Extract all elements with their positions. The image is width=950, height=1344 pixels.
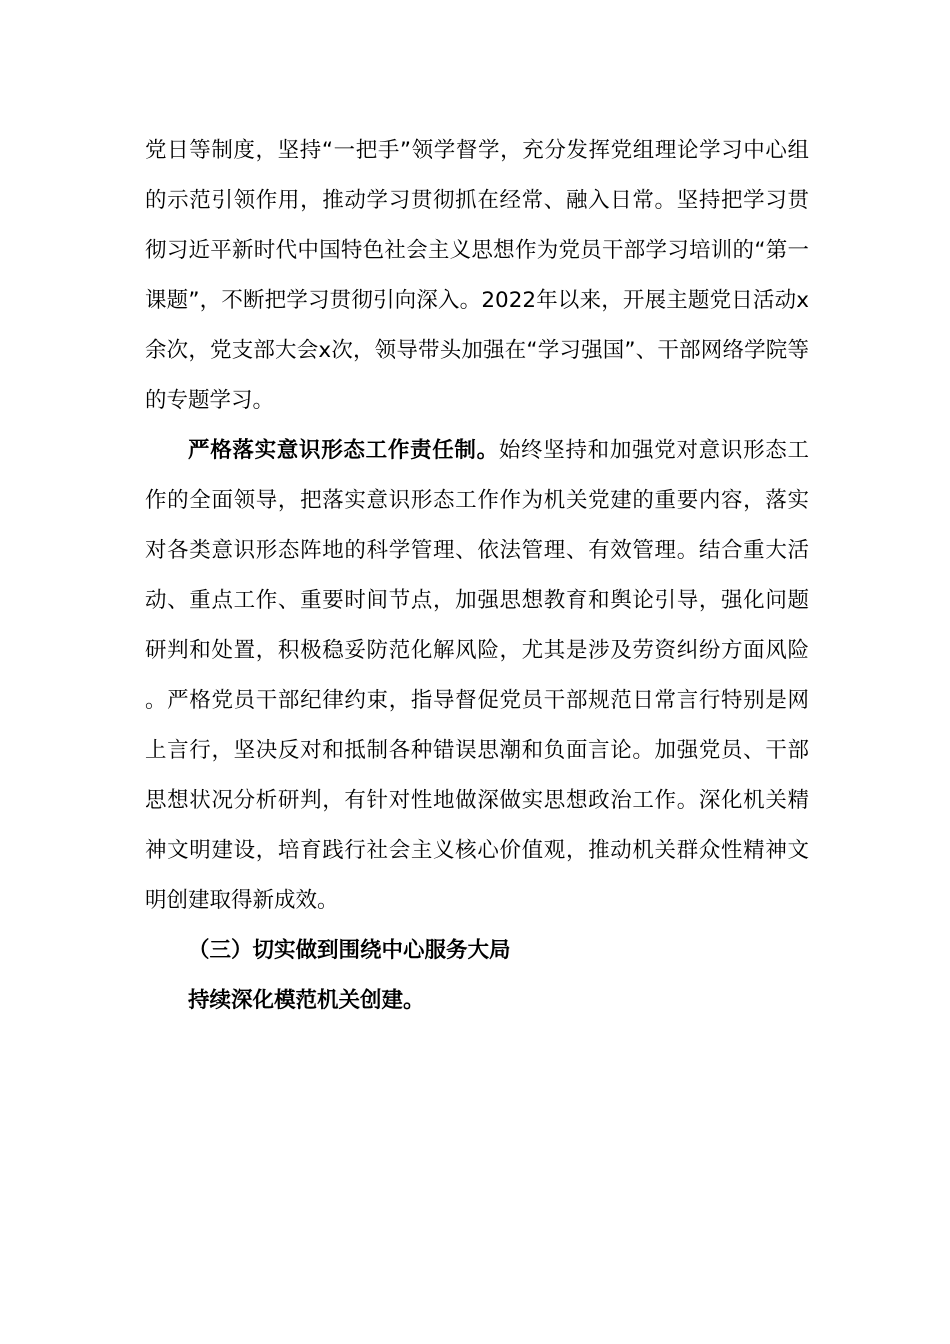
section-heading: （三）切实做到围绕中心服务大局 <box>188 938 511 963</box>
paragraph-body-text: 始终坚持和加强党对意识形态工作的全面领导，把落实意识形态工作作为机关党建的重要内容，落实对各类意识形态阵地的科学管理、依法管理、有效管理。结合重大活动、重点工作、重要时间节点，加强思想教育和舆论引导，强化问题研判和处置，积极稳妥防范化解风险，尤其是涉及劳资纠纷方面风险。严格党员干部纪律约束，指导督促党员干部规范日常言行特别是网上言行，坚决反对和抵制各种错误思潮和负面言论。加强党员、干部思想状况分析研判，有针对性地做深做实思想政治工作。深化机关精神文明建设，培育践行社会主义核心价值观，推动机关群众性精神文明创建取得新成效。 <box>145 438 809 913</box>
document-body <box>145 126 809 1026</box>
paragraph-lead-phrase: 严格落实意识形态工作责任制。 <box>188 438 499 463</box>
paragraph-study-system: 党日等制度，坚持“一把手”领学督学，充分发挥党组理论学习中心组的示范引领作用，推动学习贯彻抓在经常、融入日常。坚持把学习贯彻习近平新时代中国特色社会主义思想作为党员干部学习培训的“第一课题”，不断把学习贯彻引向深入。2022年以来，开展主题党日活动x余次，党支部大会x次，领导带头加强在“学习强国”、干部网络学院等的专题学习。 <box>145 138 809 413</box>
subsection-heading: 持续深化模范机关创建。 <box>188 988 425 1013</box>
paragraph-ideology-responsibility <box>145 426 809 926</box>
